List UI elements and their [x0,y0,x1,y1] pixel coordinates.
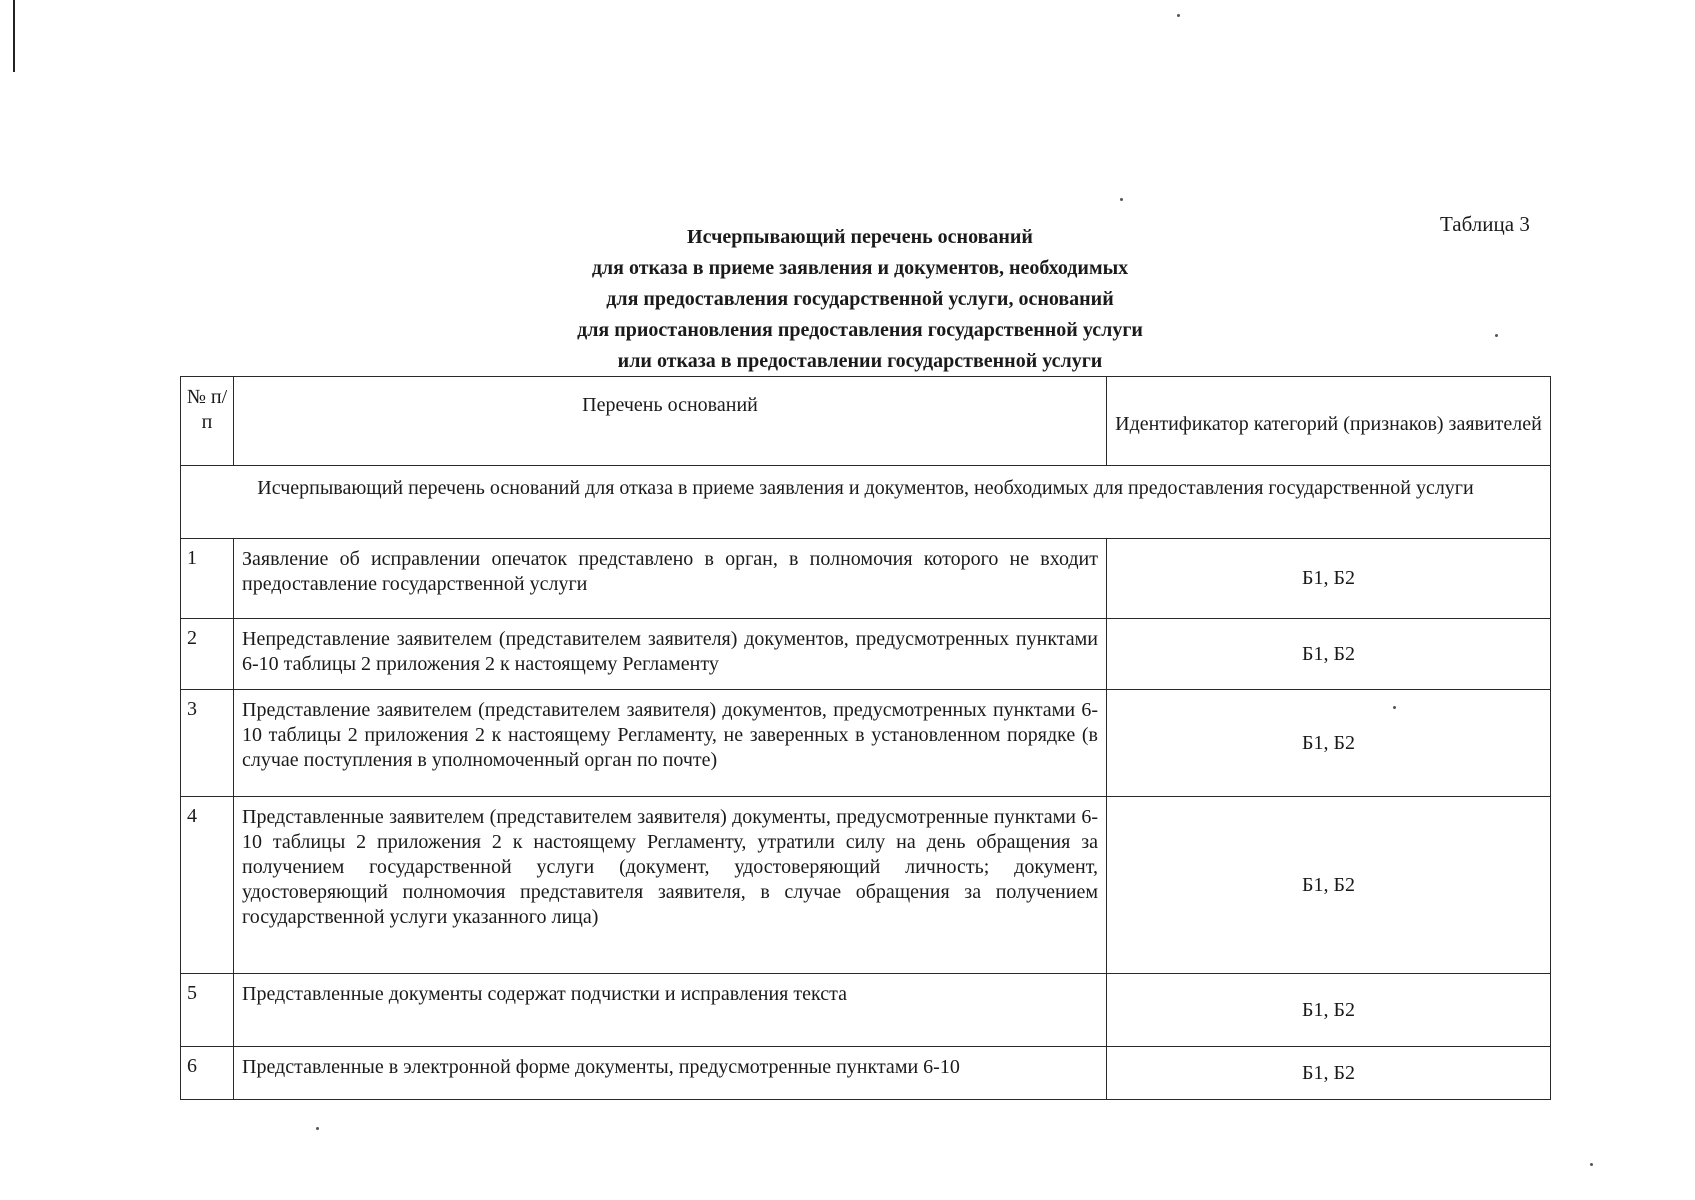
table-header-row [181,377,1551,466]
row-ground-text: Представленные в электронной форме документы, предусмотренные пунктами 6-10 [234,1047,1107,1100]
row-ground-text: Представленные документы содержат подчистки и исправления текста [234,974,1107,1047]
row-category-code: Б1, Б2 [1107,619,1551,690]
row-category-code: Б1, Б2 [1107,974,1551,1047]
row-category-code: Б1, Б2 [1107,797,1551,974]
section-heading: Исчерпывающий перечень оснований для отказа в приеме заявления и документов, необходимых для предоставления государственной услуги [181,466,1551,539]
scan-speck [1495,334,1498,337]
table-number-label: Таблица 3 [1440,212,1530,236]
title-line: Исчерпывающий перечень оснований [687,226,1033,248]
row-category-code: Б1, Б2 [1107,690,1551,797]
title-line: для предоставления государственной услуги, оснований [606,288,1114,310]
row-category-code: Б1, Б2 [1107,539,1551,619]
row-ground-text: Представление заявителем (представителем заявителя) документов, предусмотренных пунктами 6-10 таблицы 2 приложения 2 к настоящему Регламенту, не заверенных в установленном порядке (в случае поступления в уполномоченный орган по почте) [234,690,1107,797]
table-row [181,1047,1551,1100]
table-row [181,974,1551,1047]
table-row [181,797,1551,974]
row-number: 4 [181,797,234,974]
section-row [181,466,1551,539]
table-row [181,690,1551,797]
row-number: 3 [181,690,234,797]
title-line: или отказа в предоставлении государственной услуги [617,350,1103,372]
scan-speck [1590,1163,1593,1166]
scan-speck [1120,198,1123,201]
row-ground-text: Представленные заявителем (представителем заявителя) документы, предусмотренные пунктами 6-10 таблицы 2 приложения 2 к настоящему Регламенту, утратили силу на день обращения за получением государственной услуги (документ, удостоверяющий личность; документ, удостоверяющий полномочия представителя заявителя, в случае обращения за получением государственной услуги указанного лица) [234,797,1107,974]
table-row [181,539,1551,619]
row-ground-text: Заявление об исправлении опечаток представлено в орган, в полномочия которого не входит предоставление государственной услуги [234,539,1107,619]
scan-speck [316,1127,319,1130]
header-grounds-list: Перечень оснований [234,377,1107,466]
row-category-code: Б1, Б2 [1107,1047,1551,1100]
title-line: для отказа в приеме заявления и документов, необходимых [591,257,1129,279]
row-number: 6 [181,1047,234,1100]
grounds-table [180,376,1551,1100]
header-applicant-category-id: Идентификатор категорий (признаков) заявителей [1107,377,1551,466]
scan-edge-mark [13,0,15,72]
scan-speck [1177,14,1180,17]
document-title [460,222,1260,377]
title-line: для приостановления предоставления государственной услуги [577,319,1143,341]
header-number: № п/п [181,377,234,466]
row-number: 5 [181,974,234,1047]
row-ground-text: Непредставление заявителем (представителем заявителя) документов, предусмотренных пунктами 6-10 таблицы 2 приложения 2 к настоящему Регламенту [234,619,1107,690]
row-number: 1 [181,539,234,619]
table-row [181,619,1551,690]
row-number: 2 [181,619,234,690]
